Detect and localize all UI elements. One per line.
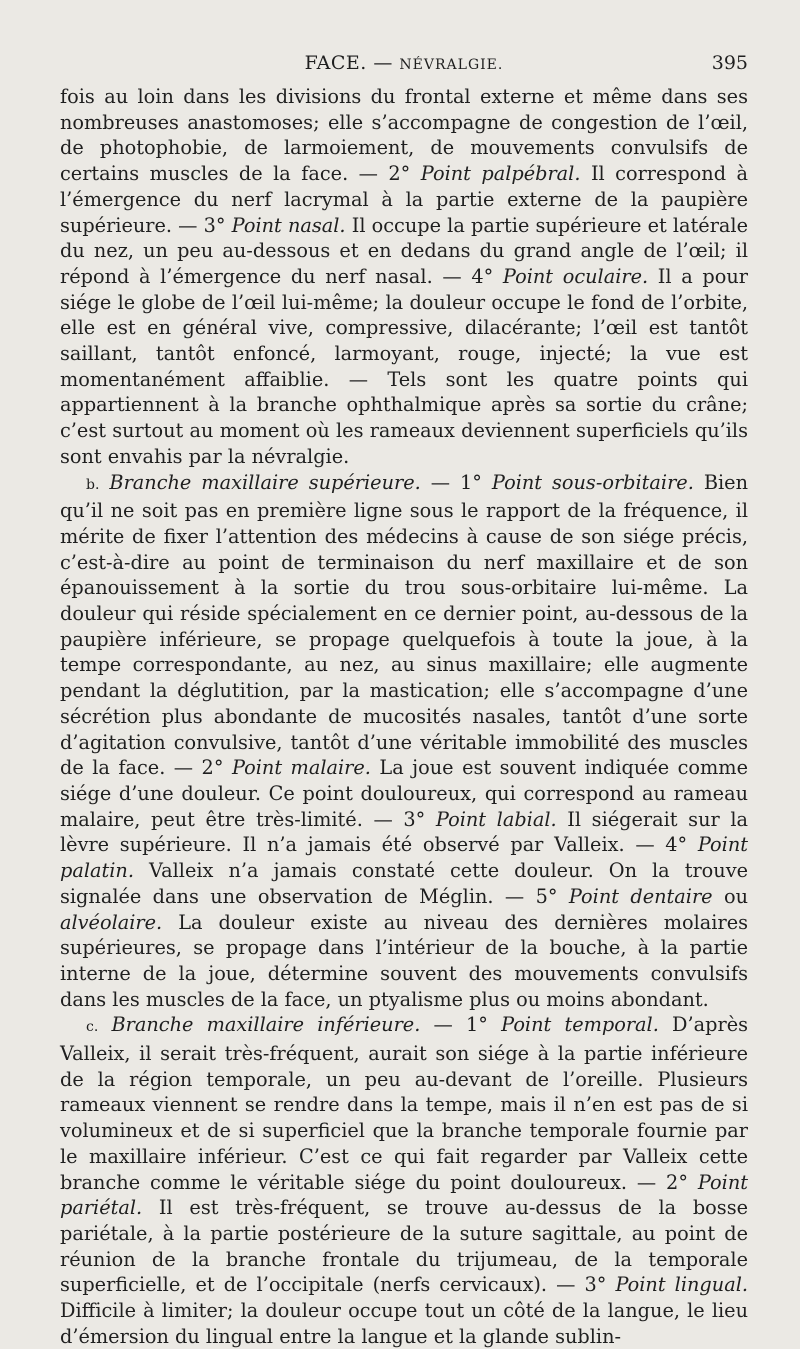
paragraph-1 [60, 84, 748, 470]
text-run: fois au loin dans les divisions du frontal externe et même dans ses nombreuses anastomoses; elle s’accompagne de congestion de l’œil, de photophobie, de larmoiement, de mouvements convulsifs de certains muscles de la face. — 2° [60, 85, 748, 186]
italic-term: Point pariétal. [60, 1170, 748, 1220]
text-run: — 1° [420, 470, 492, 494]
section-letter: b. [86, 476, 100, 493]
paragraph-3 [60, 1012, 748, 1349]
running-title [60, 52, 748, 74]
text-run: ou [712, 884, 748, 908]
running-title-main: FACE. — [304, 52, 400, 74]
italic-term: Point malaire. [231, 756, 371, 780]
text-run: Difficile à limiter; la douleur occupe tout un côté de la langue, le lieu d’émersion du lingual entre la langue et la glande sublin- [60, 1299, 748, 1348]
italic-term: Branche maxillaire supérieure. [109, 470, 421, 494]
section-letter: c. [86, 1019, 99, 1036]
page-number: 395 [711, 52, 748, 74]
italic-term: Point labial. [435, 807, 557, 831]
running-title-sub: NÉVRALGIE. [399, 57, 504, 73]
text-run: D’après Valleix, il serait très-fréquent, aurait son siége à la partie inférieure de la région temporale, un peu au-devant de l’oreille. Plusieurs rameaux viennent se rendre dans la tempe, mais il n’en est pas de si volumineux et de si superficiel que la branche temporale fournie par le maxillaire inférieur. C’est ce qui fait regarder par Valleix cette branche comme le véritable siége du point douloureux. — 2° [60, 1013, 748, 1194]
text-run: Il est très-fréquent, se trouve au-dessus de la bosse pariétale, à la partie postérieure de la suture sagittale, au point de réunion de la branche frontale du trijumeau, de la temporale superficielle, et de l’occipitale (nerfs cervicaux). — 3° [60, 1196, 748, 1297]
italic-term: Point dentaire [568, 884, 713, 908]
text-run: Il siégerait sur la lèvre supérieure. Il n’a jamais été observé par Valleix. — 4° [60, 807, 748, 857]
text-run [99, 471, 109, 494]
italic-term: Point oculaire. [502, 264, 649, 288]
text-run: La douleur existe au niveau des dernières molaires supérieures, se propage dans l’intérieur de la bouche, à la partie interne de la joue, détermine souvent des mouvements convulsifs dans les muscles de la face, un ptyalisme plus ou moins abondant. [60, 910, 748, 1011]
text-run: Il a pour siége le globe de l’œil lui-même; la douleur occupe le fond de l’orbite, elle est en général vive, compressive, dilacérante; l’œil est tantôt saillant, tantôt enfoncé, larmoyant, rouge, injecté; la vue est momentanément affaiblie. — Tels sont les quatre points qui appartiennent à la branche ophthalmique après sa sortie du crâne; c’est surtout au moment où les rameaux deviennent superficiels qu’ils sont envahis par la névralgie. [60, 264, 748, 468]
italic-term: Point lingual. [615, 1273, 748, 1297]
running-header [60, 52, 748, 82]
body-text [60, 84, 748, 1349]
text-run: Valleix n’a jamais constaté cette douleur. On la trouve signalée dans une observation de Méglin. — 5° [60, 859, 748, 908]
paragraph-2 [60, 470, 748, 1013]
italic-term: Point palpébral. [420, 162, 581, 186]
italic-term: Branche maxillaire inférieure. [111, 1013, 421, 1037]
text-run: — 1° [420, 1013, 502, 1037]
text-run: Il occupe la partie supérieure et latérale du nez, un peu au-dessous et en dedans du grand angle de l’œil; il répond à l’émergence du nerf nasal. — 4° [60, 213, 748, 288]
italic-term: alvéolaire. [60, 910, 163, 934]
italic-term: Point nasal. [231, 213, 346, 237]
italic-term: Point palatin. [60, 833, 748, 883]
text-run [98, 1013, 111, 1036]
italic-term: Point sous-orbitaire. [491, 470, 694, 494]
text-run: Bien qu’il ne soit pas en première ligne sous le rapport de la fréquence, il mérite de fixer l’attention des médecins à cause de son siége précis, c’est-à-dire au point de terminaison du nerf maxillaire et de son épanouissement à la sortie du trou sous-orbitaire lui-même. La douleur qui réside spécialement en ce dernier point, au-dessous de la paupière inférieure, se propage quelquefois à toute la joue, à la tempe correspondante, au nez, au sinus maxillaire; elle augmente pendant la déglutition, par la mastication; elle s’accompagne d’une sécrétion plus abondante de mucosités nasales, tantôt d’une sorte d’agitation convulsive, tantôt d’une véritable immobilité des muscles de la face. — 2° [60, 470, 748, 780]
italic-term: Point temporal. [501, 1013, 659, 1037]
text-run: La joue est souvent indiquée comme siége d’une douleur. Ce point douloureux, qui correspond au rameau malaire, peut être très-limité. — 3° [60, 756, 748, 831]
text-run: Il correspond à l’émergence du nerf lacrymal à la partie externe de la paupière supérieure. — 3° [60, 162, 748, 237]
